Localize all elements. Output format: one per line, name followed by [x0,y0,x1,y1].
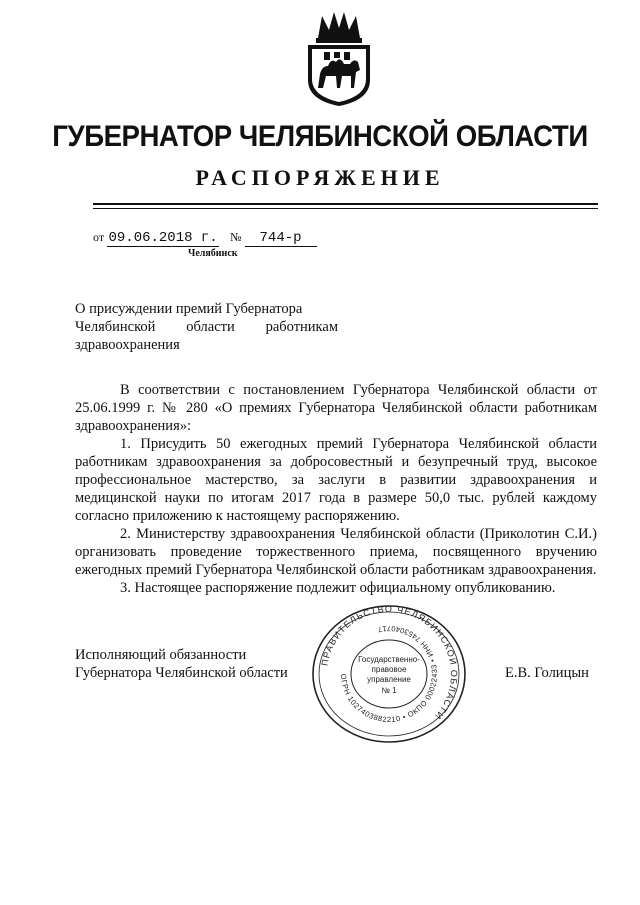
document-date: 09.06.2018 г. [108,230,218,246]
coat-of-arms-emblem [296,8,382,108]
document-subject [75,300,338,354]
signer-position-line: Губернатора Челябинской области [75,665,288,681]
stamp-center-line: Государственно- [358,655,420,664]
number-label: № [230,230,242,244]
document-number: 744-р [245,230,317,247]
official-stamp [307,602,471,746]
header-divider [93,203,598,205]
signer-name: Е.В. Голицын [505,665,589,681]
subject-line: здравоохранения [75,337,180,353]
document-title: ГУБЕРНАТОР ЧЕЛЯБИНСКОЙ ОБЛАСТИ [52,120,588,153]
document-type: РАСПОРЯЖЕНИЕ [195,165,445,190]
signer-position-line: Исполняющий обязанности [75,647,247,663]
document-meta [93,230,317,247]
body-paragraph: 2. Министерству здравоохранения Челябинской области (Приколотин С.И.) организовать проведение торжественного приема, посвященного вручению ежегодных премий Губернатора Челябинской области работникам здравоохранения. [75,526,597,578]
stamp-center-line: управление [367,675,411,684]
body-paragraph: В соответствии с постановлением Губернатора Челябинской области от 25.06.1999 г. № 280 «О премиях Губернатора Челябинской области работникам здравоохранения»: [75,382,597,434]
signer-position [75,646,288,682]
document-body [75,381,597,597]
document-city: Челябинск [188,248,238,259]
from-label: от [93,230,105,244]
subject-line: О присуждении премий Губернатора [75,301,303,317]
stamp-codes: ОГРН 1027403882210 • ОКПО 00022433 • ИНН 7453040717 [338,623,440,725]
stamp-center-line: № 1 [381,686,397,695]
stamp-center-line: правовое [371,665,407,674]
stamp-outer-text: ПРАВИТЕЛЬСТВО ЧЕЛЯБИНСКОЙ ОБЛАСТИ [319,603,460,722]
header-divider-thin [93,208,598,209]
body-paragraph: 3. Настоящее распоряжение подлежит официальному опубликованию. [120,580,556,596]
body-paragraph: 1. Присудить 50 ежегодных премий Губернатора Челябинской области работникам здравоохранения за добросовестный и безупречный труд, высокое профессиональное мастерство, за заслуги в развитии здравоохранения и медицинской науки по итогам 2017 года в размере 50,0 тыс. рублей каждому согласно приложению к настоящему распоряжению. [75,436,597,524]
subject-line: Челябинской области работникам [75,319,338,335]
